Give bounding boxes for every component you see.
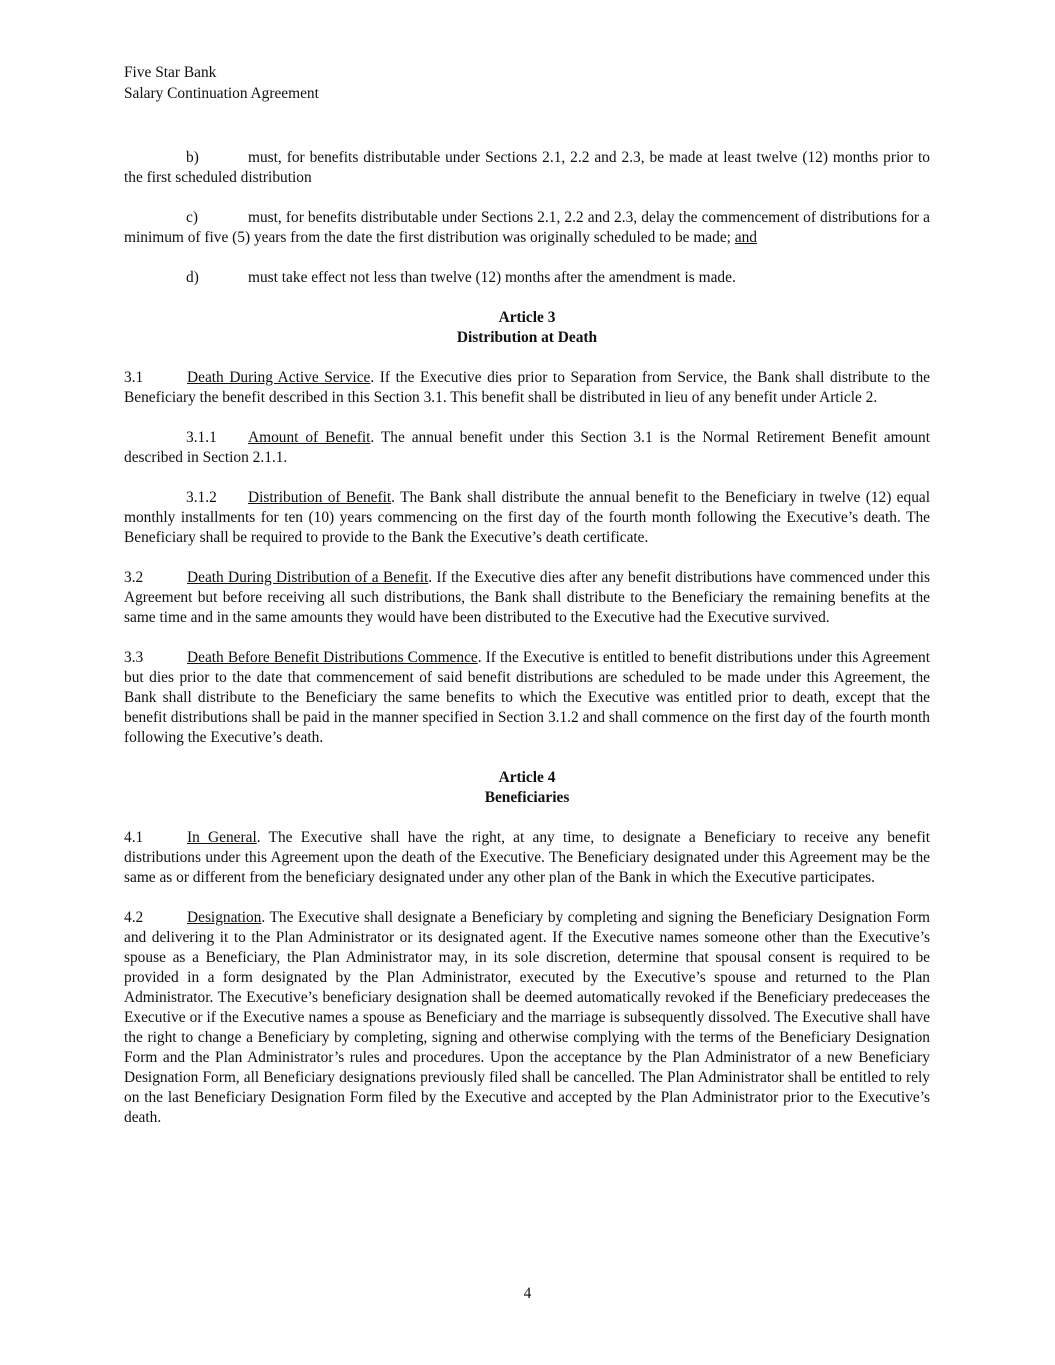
article-3-title: Distribution at Death [456,329,598,346]
item-d-text: must take effect not less than twelve (12) months after the amendment is made. [248,269,736,286]
section-3-1-heading: Death During Active Service [187,369,371,386]
section-3-3-heading: Death Before Benefit Distributions Commence [187,649,478,666]
section-3-2-number: 3.2 [124,569,144,586]
section-3-1-2-number: 3.1.2 [186,489,217,506]
running-header [124,62,930,104]
item-c-label: c) [186,209,198,226]
header-agreement-title: Salary Continuation Agreement [124,85,319,102]
section-3-1-text: . If the Executive dies prior to Separation from Service, the Bank shall distribute to the Beneficiary the benefit described in this Section 3.1. This benefit shall be distributed in lieu of any benefit under Article 2. [124,369,931,406]
section-3-3 [124,648,930,748]
article-4-number: Article 4 [498,769,556,786]
item-b-label: b) [186,149,199,166]
item-b-text: must, for benefits distributable under Sections 2.1, 2.2 and 2.3, be made at least twelve (12) months prior to the first scheduled distribution [124,149,930,186]
article-3-number: Article 3 [498,309,556,326]
document-page [124,62,930,1148]
section-3-1-1-number: 3.1.1 [186,429,217,446]
section-4-2-text: . The Executive shall designate a Beneficiary by completing and signing the Beneficiary Designation Form and delivering it to the Plan Administrator or its designated agent. If the Executive names someone other than the Executive’s spouse as a Beneficiary, the Plan Administrator may, in its sole discretion, determine that spousal consent is required to be provided in a form designated by the Plan Administrator, executed by the Executive’s spouse and returned to the Plan Administrator. The Executive’s beneficiary designation shall be deemed automatically revoked if the Beneficiary predeceases the Executive or if the Executive names a spouse as Beneficiary and the marriage is subsequently dissolved. The Executive shall have the right to change a Beneficiary by completing, signing and otherwise complying with the terms of the Beneficiary Designation Form and the Plan Administrator’s rules and procedures. Upon the acceptance by the Plan Administrator of a new Beneficiary Designation Form, all Beneficiary designations previously filed shall be cancelled. The Plan Administrator shall be entitled to rely on the last Beneficiary Designation Form filed by the Executive and accepted by the Plan Administrator prior to the Executive’s death. [124,909,930,1126]
section-3-1-number: 3.1 [124,369,144,386]
section-3-1-2 [124,488,930,548]
item-d-label: d) [186,269,199,286]
section-4-1 [124,828,930,888]
section-4-1-number: 4.1 [124,829,144,846]
section-3-2 [124,568,930,628]
article-3-heading [124,308,930,348]
item-d [124,268,930,288]
section-3-3-number: 3.3 [124,649,144,666]
section-4-1-heading: In General [187,829,257,846]
section-3-1-2-text: . The Bank shall distribute the annual benefit to the Beneficiary in twelve (12) equal monthly installments for ten (10) years commencing on the first day of the fourth month following the Executive’s death. The Beneficiary shall be required to provide to the Bank the Executive’s death certificate. [124,489,930,546]
section-3-1-2-heading: Distribution of Benefit [248,489,392,506]
page-number: 4 [523,1285,532,1302]
item-c-text: must, for benefits distributable under Sections 2.1, 2.2 and 2.3, delay the commencement of distributions for a minimum of five (5) years from the date the first distribution was originally scheduled to be made; [124,209,930,246]
section-3-2-text: . If the Executive dies after any benefit distributions have commenced under this Agreement but before receiving all such distributions, the Bank shall distribute to the Beneficiary the remaining benefits at the same time and in the same amounts they would have been distributed to the Executive had the Executive survived. [124,569,930,626]
article-4-heading [124,768,930,808]
section-4-2-heading: Designation [187,909,262,926]
section-3-1-1 [124,428,930,468]
section-4-2-number: 4.2 [124,909,144,926]
section-4-2 [124,908,930,1128]
header-bank-name: Five Star Bank [124,64,217,81]
item-b [124,148,930,188]
item-c-and: and [734,229,758,246]
item-c [124,208,930,248]
section-3-1-1-heading: Amount of Benefit [248,429,371,446]
section-3-2-heading: Death During Distribution of a Benefit [187,569,429,586]
section-3-1 [124,368,930,408]
section-3-3-text: . If the Executive is entitled to benefit distributions under this Agreement but dies prior to the date that commencement of said benefit distributions are scheduled to be made under this Agreement, the Bank shall distribute to the Beneficiary the same benefits to which the Executive was entitled prior to death, except that the benefit distributions shall be paid in the manner specified in Section 3.1.2 and shall commence on the first day of the fourth month following the Executive’s death. [124,649,930,746]
section-3-1-1-text: . The annual benefit under this Section 3.1 is the Normal Retirement Benefit amount described in Section 2.1.1. [124,429,930,466]
article-4-title: Beneficiaries [484,789,570,806]
section-4-1-text: . The Executive shall have the right, at any time, to designate a Beneficiary to receive any benefit distributions under this Agreement upon the death of the Executive. The Beneficiary designated under this Agreement may be the same as or different from the beneficiary designated under any other plan of the Bank in which the Executive participates. [124,829,930,886]
